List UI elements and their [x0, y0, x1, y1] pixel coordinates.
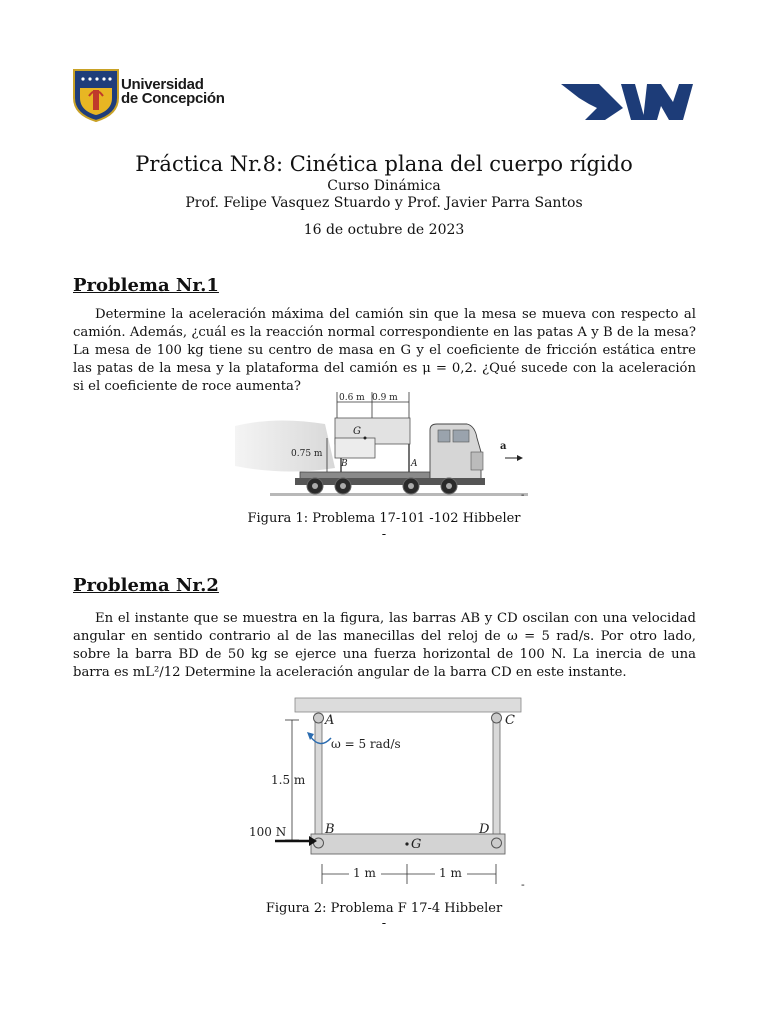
pin-a: [314, 713, 324, 723]
height-label: 0.75 m: [291, 449, 323, 459]
length-label: 1.5 m: [271, 773, 306, 787]
center-of-mass: [364, 437, 367, 440]
university-name: [121, 78, 225, 106]
span-label-1: 1 m: [353, 866, 376, 880]
figure1-caption-dash: -: [381, 527, 387, 542]
figure2: [245, 694, 535, 900]
label-b: B: [341, 459, 348, 469]
university-name-line2: de Concepción: [121, 90, 225, 107]
university-name-line1: Universidad: [121, 76, 204, 93]
label-c: C: [505, 713, 515, 728]
pin-d: [492, 838, 502, 848]
label-g: G: [353, 426, 361, 437]
dim-label-2: 0.9 m: [372, 393, 398, 403]
pin-c: [492, 713, 502, 723]
linkage-diagram: [245, 694, 535, 896]
road: [270, 493, 528, 496]
dim-label-1: 0.6 m: [339, 393, 365, 403]
ceiling: [295, 698, 521, 712]
figure2-caption-dash: -: [381, 916, 387, 931]
page-title: Práctica Nr.8: Cinética plana del cuerpo rígido: [135, 152, 633, 176]
figure1-caption: Figura 1: Problema 17-101 -102 Hibbeler: [247, 511, 521, 526]
problem2-text: En el instante que se muestra en la figura, las barras AB y CD oscilan con una velocidad angular en sentido contrario al de las manecillas del reloj de ω = 5 rad/s. Por otro lado, sobre la barra BD de 50 kg se ejerce una fuerza horizontal de 100 N. La inercia de una barra es mL²/12 Determine la aceleración angular de la barra CD en este instante.: [73, 611, 696, 680]
figure1: [235, 386, 535, 505]
omega-label: ω = 5 rad/s: [331, 737, 401, 751]
label-b: B: [325, 822, 335, 837]
bar-cd: [493, 714, 500, 840]
force-label: 100 N: [249, 825, 287, 839]
problem1-heading: Problema Nr.1: [73, 275, 219, 296]
figure1-dash: -: [521, 490, 525, 501]
udec-shield-icon: [72, 68, 120, 122]
problem2-heading: Problema Nr.2: [73, 575, 219, 596]
pin-b: [314, 838, 324, 848]
udec-logo: [72, 68, 120, 126]
label-a: A: [325, 713, 335, 728]
course-name: Curso Dinámica: [327, 178, 441, 194]
bar-ab: [315, 714, 322, 840]
speed-blur: [235, 420, 335, 471]
center-g: [405, 842, 408, 845]
dim-logo-icon: [561, 82, 695, 122]
document-date: 16 de octubre de 2023: [303, 222, 465, 238]
problem1-text: Determine la aceleración máxima del camión sin que la mesa se mueva con respecto al camión. Además, ¿cuál es la reacción normal correspondiente en las patas A y B de la mesa? La mesa de 100 kg tiene su centro de masa en G y el coeficiente de fricción estática entre las patas de la mesa y la plataforma del camión es μ = 0,2. ¿Qué sucede con la aceleración si el coeficiente de roce aumenta?: [73, 307, 696, 394]
figure2-dash: -: [521, 878, 525, 891]
span-label-2: 1 m: [439, 866, 462, 880]
label-g: G: [411, 837, 422, 852]
label-a: A: [411, 459, 418, 469]
dim-logo: [561, 82, 695, 126]
professors: Prof. Felipe Vasquez Stuardo y Prof. Javier Parra Santos: [185, 195, 583, 211]
figure2-caption: Figura 2: Problema F 17-4 Hibbeler: [265, 901, 503, 916]
accel-label: a: [500, 441, 507, 452]
truck-diagram: [235, 386, 535, 501]
label-d: D: [479, 822, 490, 837]
table-body: [335, 438, 375, 458]
